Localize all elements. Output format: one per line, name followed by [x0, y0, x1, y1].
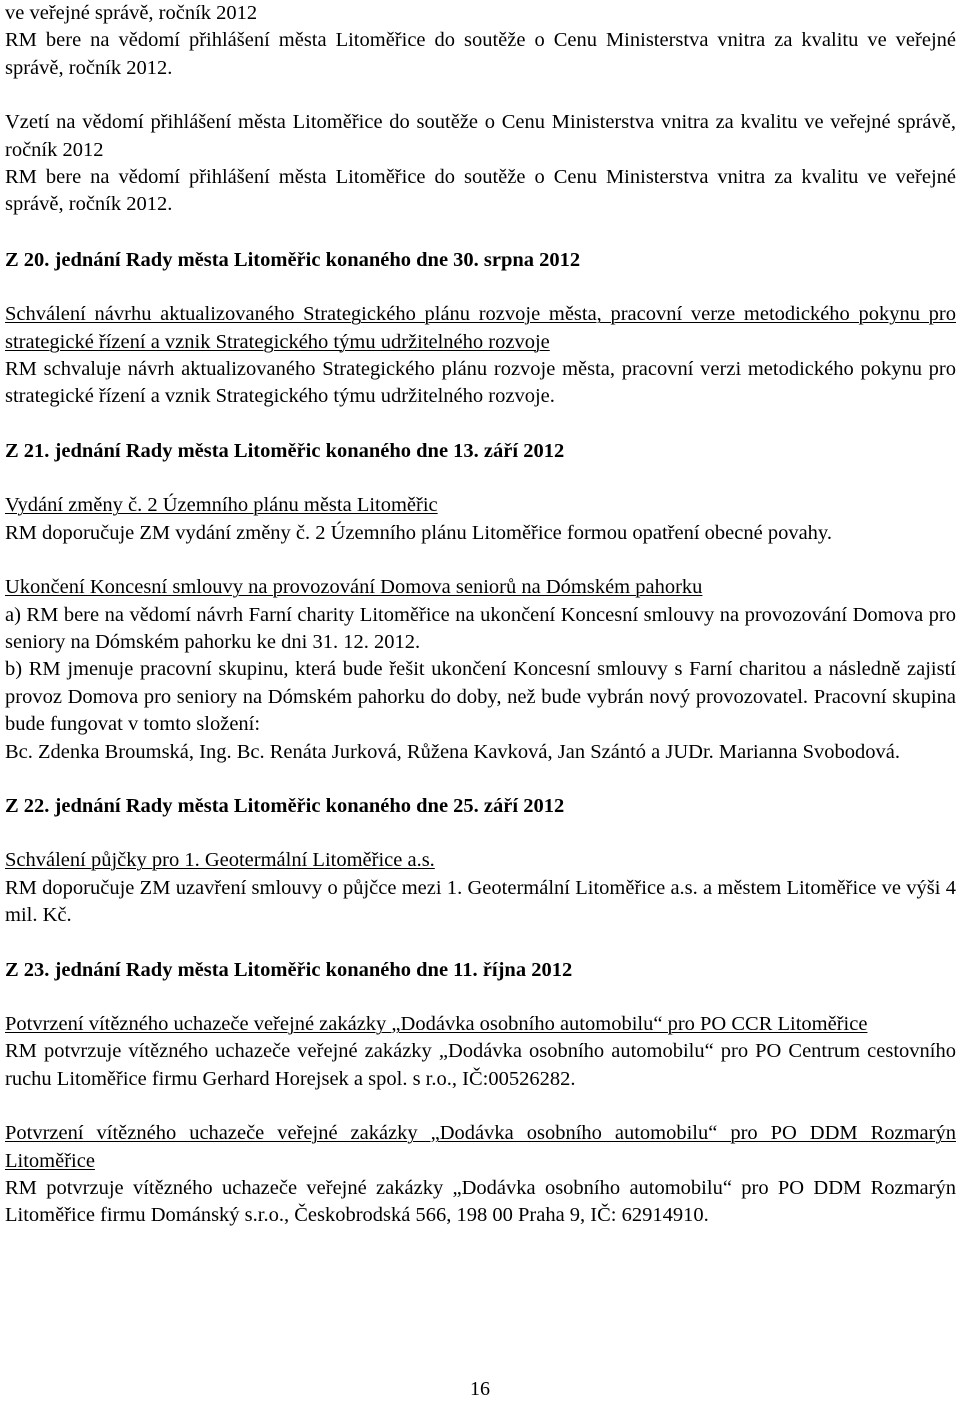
meeting-23-item-2 [5, 1120, 956, 1230]
item-cena [5, 109, 956, 219]
item-title: Schválení půjčky pro 1. Geotermální Litoměřice a.s. [5, 849, 435, 872]
item-members: Bc. Zdenka Broumská, Ing. Bc. Renáta Jurková, Růžena Kavková, Jan Szántó a JUDr. Marianna Svobodová. [5, 740, 900, 763]
page-number: 16 [470, 1378, 490, 1400]
meeting-22-item-1 [5, 847, 956, 929]
meeting-21-item-1 [5, 492, 956, 547]
intro-line-2: RM bere na vědomí přihlášení města Litoměřice do soutěže o Cenu Ministerstva vnitra za kvalitu ve veřejné správě, ročník 2012. [5, 29, 956, 79]
document-page [5, 0, 956, 1230]
item-text: RM potvrzuje vítězného uchazeče veřejné zakázky „Dodávka osobního automobilu“ pro PO DDM Rozmarýn Litoměřice firmu Dománský s.r.o., Českobrodská 566, 198 00 Praha 9, IČ: 62914910. [5, 1177, 956, 1227]
meeting-23-item-1 [5, 1011, 956, 1093]
item-title: Potvrzení vítězného uchazeče veřejné zakázky „Dodávka osobního automobilu“ pro PO DDM Rozmarýn Litoměřice [5, 1122, 956, 1172]
meeting-21-heading: Z 21. jednání Rady města Litoměřic konaného dne 13. září 2012 [5, 439, 565, 462]
item-text-b: b) RM jmenuje pracovní skupinu, která bude řešit ukončení Koncesní smlouvy s Farní charitou a následně zajistí provoz Domova pro seniory na Dómském pahorku do doby, než bude vybrán nový provozovatel. Pracovní skupina bude fungovat v tomto složení: [5, 658, 956, 736]
item-title: Schválení návrhu aktualizovaného Strategického plánu rozvoje města, pracovní verze metodického pokynu pro strategické řízení a vznik Strategického týmu udržitelného rozvoje [5, 303, 956, 353]
item-cena-text: RM bere na vědomí přihlášení města Litoměřice do soutěže o Cenu Ministerstva vnitra za kvalitu ve veřejné správě, ročník 2012. [5, 166, 956, 216]
item-text-a: a) RM bere na vědomí návrh Farní charity Litoměřice na ukončení Koncesní smlouvy na provozování Domova pro seniory na Dómském pahorku ke dni 31. 12. 2012. [5, 603, 956, 653]
item-cena-title: Vzetí na vědomí přihlášení města Litoměřice do soutěže o Cenu Ministerstva vnitra za kvalitu ve veřejné správě, ročník 2012 [5, 111, 956, 161]
meeting-21-item-2 [5, 574, 956, 766]
item-text: RM doporučuje ZM uzavření smlouvy o půjčce mezi 1. Geotermální Litoměřice a.s. a městem Litoměřice ve výši 4 mil. Kč. [5, 876, 956, 927]
item-title: Ukončení Koncesní smlouvy na provozování Domova seniorů na Dómském pahorku [5, 576, 703, 599]
item-title: Vydání změny č. 2 Územního plánu města Litoměřic [5, 494, 438, 517]
item-text: RM schvaluje návrh aktualizovaného Strategického plánu rozvoje města, pracovní verzi metodického pokynu pro strategické řízení a vznik Strategického týmu udržitelného rozvoje. [5, 358, 956, 408]
item-title: Potvrzení vítězného uchazeče veřejné zakázky „Dodávka osobního automobilu“ pro PO CCR Litoměřice [5, 1012, 868, 1035]
meeting-20-heading: Z 20. jednání Rady města Litoměřic konaného dne 30. srpna 2012 [5, 248, 581, 271]
item-text: RM potvrzuje vítězného uchazeče veřejné zakázky „Dodávka osobního automobilu“ pro PO Centrum cestovního ruchu Litoměřice firmu Gerhard Horejsek a spol. s r.o., IČ:00526282. [5, 1040, 956, 1090]
meeting-22-heading: Z 22. jednání Rady města Litoměřic konaného dne 25. září 2012 [5, 794, 565, 817]
intro-line-1: ve veřejné správě, ročník 2012 [5, 2, 258, 24]
item-text: RM doporučuje ZM vydání změny č. 2 Územního plánu Litoměřice formou opatření obecné povahy. [5, 521, 832, 544]
meeting-23-heading: Z 23. jednání Rady města Litoměřic konaného dne 11. října 2012 [5, 958, 573, 981]
intro-block [5, 0, 956, 82]
meeting-20-item-1 [5, 301, 956, 411]
